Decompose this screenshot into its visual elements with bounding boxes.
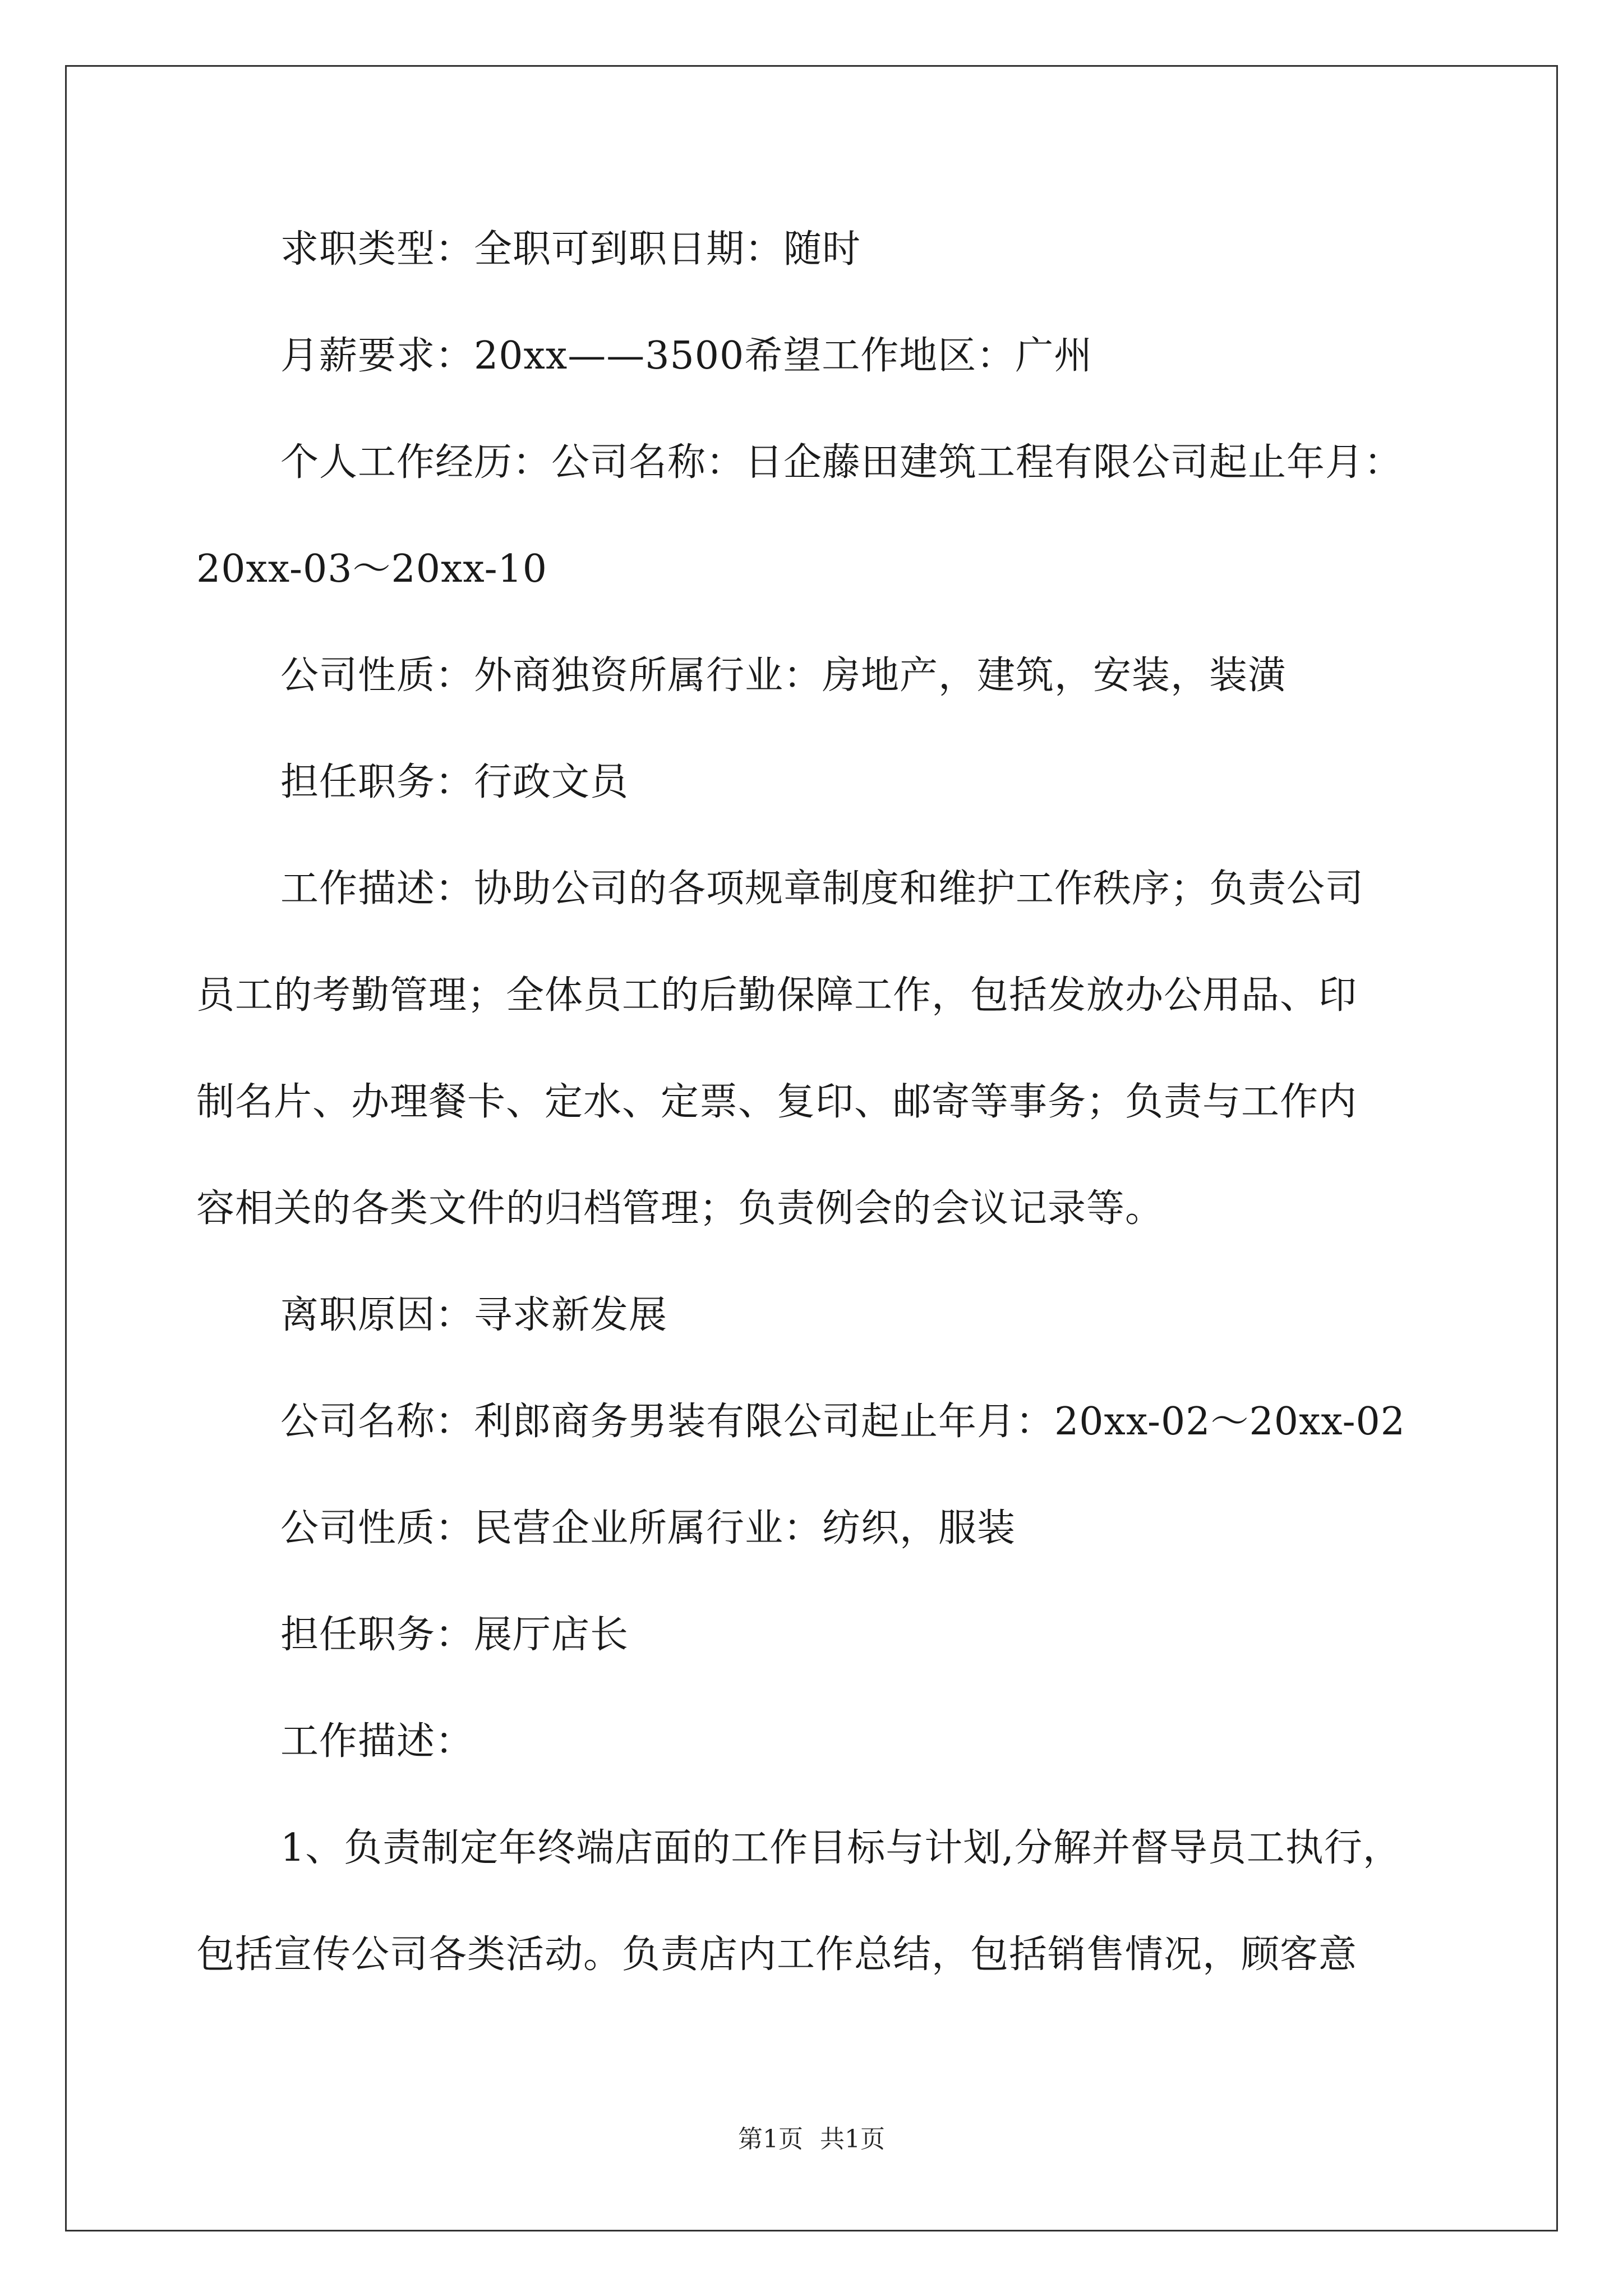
text-line-company-nature-1: 公司性质：外商独资所属行业：房地产，建筑，安装，装潢	[280, 654, 1287, 698]
page-number-total: 共1页	[820, 2125, 885, 2154]
text-line-position-2: 担任职务：展厅店长	[280, 1613, 629, 1657]
text-line-desc-1a: 工作描述：协助公司的各项规章制度和维护工作秩序；负责公司	[280, 867, 1364, 911]
text-line-leave-reason: 离职原因：寻求新发展	[280, 1293, 668, 1337]
text-line-job-type: 求职类型：全职可到职日期：随时	[280, 227, 861, 272]
text-line-desc-1c: 制名片、办理餐卡、定水、定票、复印、邮寄等事务；负责与工作内	[196, 1080, 1358, 1124]
text-line-period-1: 20xx-03～20xx-10	[196, 547, 548, 591]
text-line-desc-2-heading: 工作描述：	[280, 1719, 474, 1764]
text-line-salary: 月薪要求：20xx——3500希望工作地区：广州	[280, 334, 1093, 378]
page-number-current: 第1页	[738, 2125, 803, 2154]
page-footer	[0, 2124, 1623, 2155]
page-border	[65, 65, 1558, 2231]
text-line-company-nature-2: 公司性质：民营企业所属行业：纺织，服装	[280, 1506, 1016, 1550]
text-line-company-2: 公司名称：利郎商务男装有限公司起止年月：20xx-02～20xx-02	[280, 1400, 1406, 1444]
text-line-desc-2a: 1、负责制定年终端店面的工作目标与计划,分解并督导员工执行，	[280, 1826, 1401, 1870]
text-line-desc-1b: 员工的考勤管理；全体员工的后勤保障工作，包括发放办公用品、印	[196, 973, 1358, 1018]
text-line-position-1: 担任职务：行政文员	[280, 760, 629, 804]
text-line-work-history: 个人工作经历：公司名称：日企藤田建筑工程有限公司起止年月：	[280, 440, 1403, 485]
text-line-desc-1d: 容相关的各类文件的归档管理；负责例会的会议记录等。	[196, 1186, 1164, 1231]
text-line-desc-2b: 包括宣传公司各类活动。负责店内工作总结，包括销售情况，顾客意	[196, 1932, 1358, 1977]
